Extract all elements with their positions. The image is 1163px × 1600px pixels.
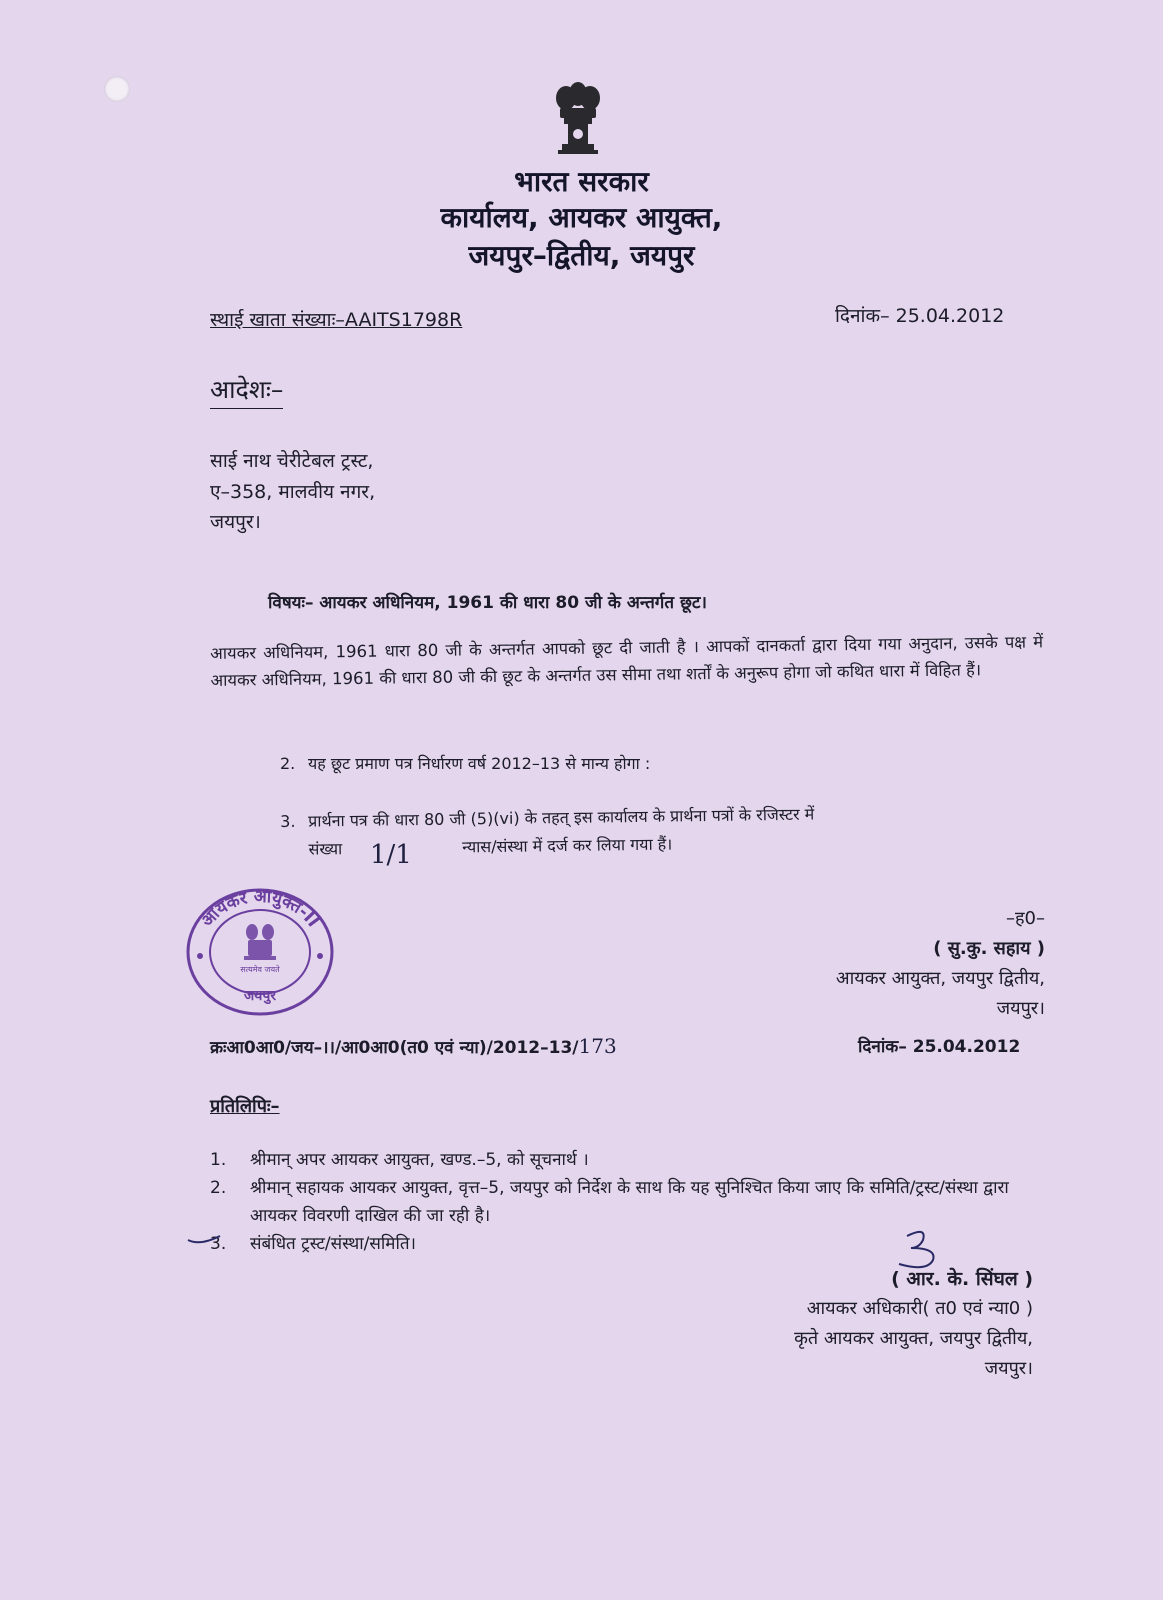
point-2 [280, 752, 650, 774]
point-2-number: 2. [280, 754, 296, 773]
svg-text:आयकर आयुक्त-II [197, 887, 323, 931]
handwritten-register-number: 1/1 [370, 840, 412, 870]
point-2-text: यह छूट प्रमाण पत्र निर्धारण वर्ष 2012–13 से मान्य होगा : [308, 754, 651, 773]
pen-tick-mark [186, 1230, 226, 1246]
officer-city: जयपुर। [984, 1358, 1033, 1379]
commissioner-city: जयपुर। [996, 998, 1045, 1019]
order-date: दिनांक– 25.04.2012 [835, 305, 1005, 327]
signature-block-officer [794, 1264, 1033, 1384]
official-seal-stamp [184, 886, 336, 1018]
commissioner-designation: आयकर आयुक्त, जयपुर द्वितीय, [835, 968, 1045, 989]
dispatch-ref-handwritten: 173 [578, 1034, 617, 1058]
point-3-text-a: प्रार्थना पत्र की धारा 80 जी (5)(vi) के तहत् इस कार्यालय के प्रार्थना पत्रों के रजिस्टर में [308, 804, 815, 831]
addressee-line-2: ए–358, मालवीय नगर, [210, 481, 376, 503]
list-item [210, 1174, 1030, 1230]
officer-for: कृते आयकर आयुक्त, जयपुर द्वितीय, [794, 1328, 1033, 1349]
header-location: जयपुर–द्वितीय, जयपुर [468, 239, 695, 272]
point-3-number: 3. [280, 811, 296, 831]
national-emblem-icon [548, 80, 608, 162]
officer-designation: आयकर अधिकारी( त0 एवं न्या0 ) [806, 1298, 1033, 1319]
dispatch-ref-number: क्रःआ0आ0/जय–।।/आ0आ0(त0 एवं न्या)/2012–13/ [210, 1038, 579, 1058]
commissioner-name: ( सु.कु. सहाय ) [933, 938, 1045, 959]
stamp-bottom-text: जयपुर [243, 988, 277, 1004]
body-paragraph: आयकर अधिनियम, 1961 धारा 80 जी के अन्तर्गत आपको छूट दी जाती है । आपकों दानकर्ता द्वारा दिया गया अनुदान, उसके पक्ष में आयकर अधिनियम, 1961 की धारा 80 जी की छूट के अन्तर्गत उस सीमा तथा शर्तों के अनुरूप होगा जो कथित धारा में विहित हैं। [210, 632, 1044, 690]
stamp-top-text: आयकर आयुक्त-II [197, 886, 324, 931]
copy-number: 2. [210, 1178, 227, 1198]
signature-block-commissioner [836, 904, 1045, 1024]
pan-number: स्थाई खाता संख्याः–AAITS1798R [210, 309, 463, 331]
copy-text: श्रीमान् अपर आयकर आयुक्त, खण्ड.–5, को सूचनार्थ । [250, 1150, 589, 1170]
copy-text: संबंधित ट्रस्ट/संस्था/समिति। [250, 1234, 416, 1254]
copy-number: 1. [210, 1150, 227, 1170]
dispatch-date: दिनांक– 25.04.2012 [858, 1037, 1021, 1057]
order-title: आदेशः– [210, 372, 283, 409]
point-3-text-b-suffix: न्यास/संस्था में दर्ज कर लिया गया हैं। [462, 834, 673, 857]
signed-marker: –ह0– [1005, 908, 1045, 929]
copy-text: श्रीमान् सहायक आयकर आयुक्त, वृत्त–5, जयपुर को निर्देश के साथ कि यह सुनिश्चित किया जाए कि समिति/ट्रस्ट/संस्था द्वारा आयकर विवरणी दाखिल की जा रही है। [250, 1178, 1009, 1226]
header-government: भारत सरकार [514, 165, 649, 198]
list-item [210, 1146, 1030, 1174]
addressee-line-1: साई नाथ चेरीटेबल ट्रस्ट, [210, 450, 374, 472]
punch-hole [104, 76, 130, 102]
officer-name: ( आर. के. सिंघल ) [891, 1268, 1033, 1290]
stamp-motto: सत्यमेव जयते [240, 965, 280, 974]
addressee-line-3: जयपुर। [210, 511, 261, 533]
point-3-text-b-prefix: संख्या [308, 839, 343, 859]
copy-to-label: प्रतिलिपिः– [210, 1096, 280, 1117]
header-office: कार्यालय, आयकर आयुक्त, [440, 201, 723, 234]
subject-line: विषयः– आयकर अधिनियम, 1961 की धारा 80 जी के अन्तर्गत छूट। [268, 593, 707, 613]
dispatch-reference [210, 1034, 617, 1058]
copy-number: 3. [210, 1234, 227, 1254]
